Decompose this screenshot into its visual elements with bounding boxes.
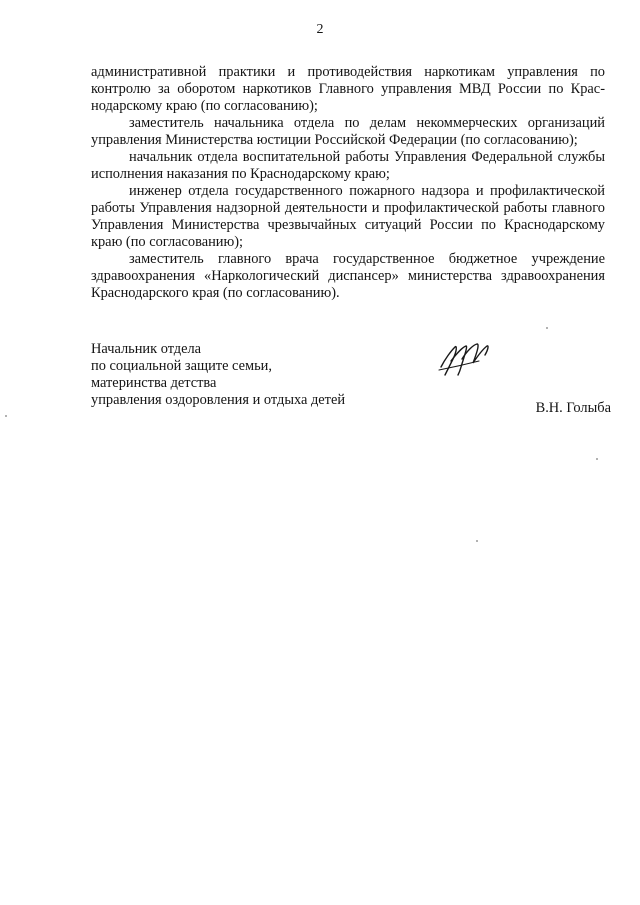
paragraph: административной практики и противодействия наркотикам управления по контролю за оборотом наркотиков Главного управления МВД России по Краснодарскому краю (по согласованию); [91,64,605,114]
paragraph: начальник отдела воспитательной работы Управления Федеральной службы исполнения наказания по Краснодарскому краю; [91,149,605,182]
signatory-title-line: Начальник отдела [91,341,202,357]
paragraph: заместитель начальника отдела по делам некоммерческих организаций управления Министерства юстиции Российской Федерации (по согласованию); [91,115,605,148]
paragraph: инженер отдела государственного пожарного надзора и профилактической работы Управления надзорной деятельности и профилактической работы главного Управления Министерства чрезвычайных ситуаций России по Краснодарскому краю (по согласованию); [91,183,605,250]
signatory-title-line: управления оздоровления и отдыха детей [91,392,346,408]
scan-speck [476,540,478,542]
signatory-title-line: по социальной защите семьи, [91,358,272,374]
signatory-name: В.Н. Голыба [535,400,611,416]
handwritten-signature-icon [433,337,493,381]
signatory-title-line: материнства детства [91,375,217,391]
scan-speck [596,458,598,460]
scan-speck [546,327,548,329]
page-number: 2 [316,22,324,37]
body-text [91,64,605,302]
signature-block [91,341,611,416]
scan-speck [5,415,7,417]
paragraph: заместитель главного врача государственное бюджетное учреждение здравоохранения «Наркологический диспансер» министерства здравоохранения Краснодарского края (по согласованию). [91,251,605,301]
